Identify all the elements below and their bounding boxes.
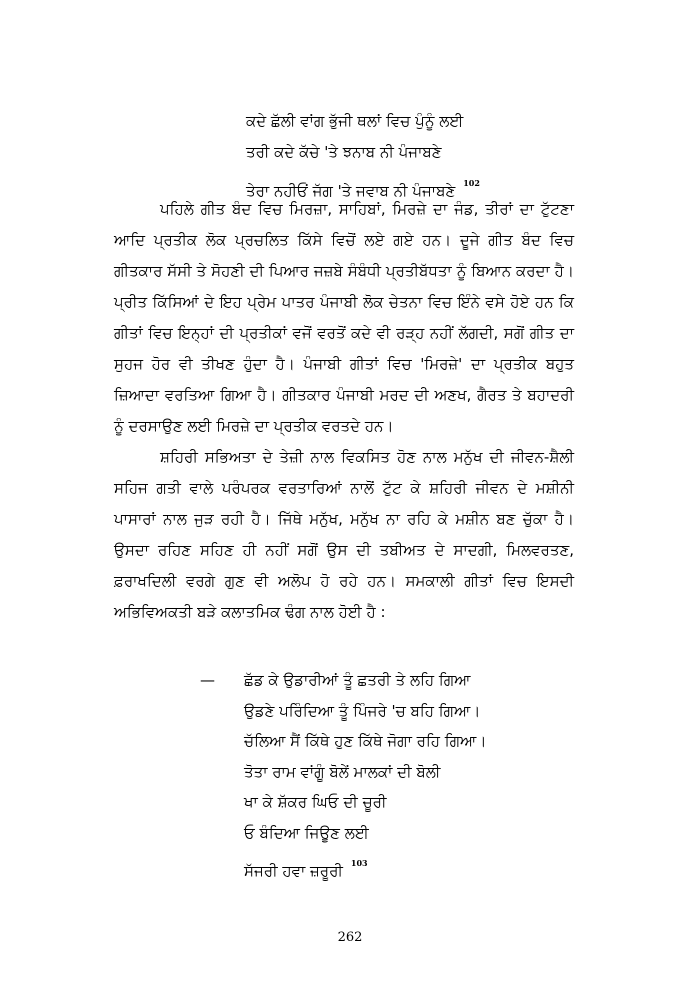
footnote-marker: 103 [350, 858, 368, 868]
footnote-marker: 102 [463, 178, 480, 188]
verse-line: ਤੋਤਾ ਰਾਮ ਵਾਂਗੂੰ ਬੋਲੇਂ ਮਾਲਕਾਂ ਦੀ ਬੋਲੀ [244, 762, 441, 781]
verse-line-text: ਤੇਰਾ ਨਹੀਓਂ ਜੱਗ 'ਤੇ ਜਵਾਬ ਨੀ ਪੰਜਾਬਣੇ [246, 182, 456, 200]
verse-line: ਚੱਲਿਆ ਸੈਂ ਕਿੱਥੇ ਹੁਣ ਕਿੱਥੇ ਜੋਗਾ ਰਹਿ ਗਿਆ। [244, 732, 487, 750]
verse-line-text: ਛੱਡ ਕੇ ਉਡਾਰੀਆਂ ਤੂੰ ਛਤਰੀ ਤੇ ਲਹਿ ਗਿਆ [244, 671, 471, 689]
verse-line [200, 665, 486, 696]
verse-dash: — [200, 671, 215, 689]
paragraph: ਸ਼ਹਿਰੀ ਸਭਿਅਤਾ ਦੇ ਤੇਜ਼ੀ ਨਾਲ ਵਿਕਸਿਤ ਹੋਣ ਨਾਲ ਮਨੁੱਖ ਦੀ ਜੀਵਨ-ਸ਼ੈਲੀ ਸਹਿਜ ਗਤੀ ਵਾਲੇ ਪਰੰਪਰਕ ਵਰਤਾਰਿਆਂ ਨਾਲੋਂ ਟੁੱਟ ਕੇ ਸ਼ਹਿਰੀ ਜੀਵਨ ਦੇ ਮਸ਼ੀਨੀ ਪਾਸਾਰਾਂ ਨਾਲ ਜੁੜ ਰਹੀ ਹੈ। ਜਿੱਥੇ ਮਨੁੱਖ, ਮਨੁੱਖ ਨਾ ਰਹਿ ਕੇ ਮਸ਼ੀਨ ਬਣ ਚੁੱਕਾ ਹੈ। ਉਸਦਾ ਰਹਿਣ ਸਹਿਣ ਹੀ ਨਹੀਂ ਸਗੋਂ ਉਸ ਦੀ ਤਬੀਅਤ ਦੇ ਸਾਦਗੀ, ਮਿਲਵਰਤਣ, ਫ਼ਰਾਖਦਿਲੀ ਵਰਗੇ ਗੁਣ ਵੀ ਅਲੋਪ ਹੋ ਰਹੇ ਹਨ। ਸਮਕਾਲੀ ਗੀਤਾਂ ਵਿਚ ਇਸਦੀ ਅਭਿਵਿਅਕਤੀ ਬੜੇ ਕਲਾਤਮਿਕ ਢੰਗ ਨਾਲ ਹੋਈ ਹੈ : [114, 448, 574, 621]
verse-line: ਤਰੀ ਕਦੇ ਕੱਚੇ 'ਤੇ ਝਨਾਬ ਨੀ ਪੰਜਾਬਣੇ [246, 143, 442, 161]
verse-line: ਉਡਣੇ ਪਰਿੰਦਿਆ ਤੂੰ ਪਿੰਜਰੇ 'ਚ ਬਹਿ ਗਿਆ। [244, 701, 481, 720]
verse-line-text: ਸੱਜਰੀ ਹਵਾ ਜ਼ਰੂਰੀ [244, 862, 343, 880]
paragraph: ਪਹਿਲੇ ਗੀਤ ਬੰਦ ਵਿਚ ਮਿਰਜ਼ਾ, ਸਾਹਿਬਾਂ, ਮਿਰਜ਼ੇ ਦਾ ਜੰਡ, ਤੀਰਾਂ ਦਾ ਟੁੱਟਣਾ ਆਦਿ ਪ੍ਰਤੀਕ ਲੋਕ ਪ੍ਰਚਲਿਤ ਕਿੱਸੇ ਵਿਚੋਂ ਲਏ ਗਏ ਹਨ। ਦੂਜੇ ਗੀਤ ਬੰਦ ਵਿਚ ਗੀਤਕਾਰ ਸੱਸੀ ਤੇ ਸੋਹਣੀ ਦੀ ਪਿਆਰ ਜਜ਼ਬੇ ਸੰਬੰਧੀ ਪ੍ਰਤੀਬੱਧਤਾ ਨੂੰ ਬਿਆਨ ਕਰਦਾ ਹੈ। ਪ੍ਰੀਤ ਕਿੱਸਿਆਂ ਦੇ ਇਹ ਪ੍ਰੇਮ ਪਾਤਰ ਪੰਜਾਬੀ ਲੋਕ ਚੇਤਨਾ ਵਿਚ ਇੰਨੇ ਵਸੇ ਹੋਏ ਹਨ ਕਿ ਗੀਤਾਂ ਵਿਚ ਇਨ੍ਹਾਂ ਦੀ ਪ੍ਰਤੀਕਾਂ ਵਜੋਂ ਵਰਤੋਂ ਕਦੇ ਵੀ ਰੜ੍ਹ ਨਹੀਂ ਲੱਗਦੀ, ਸਗੋਂ ਗੀਤ ਦਾ ਸੁਹਜ ਹੋਰ ਵੀ ਤੀਖਣ ਹੁੰਦਾ ਹੈ। ਪੰਜਾਬੀ ਗੀਤਾਂ ਵਿਚ 'ਮਿਰਜ਼ੇ' ਦਾ ਪ੍ਰਤੀਕ ਬਹੁਤ ਜ਼ਿਆਦਾ ਵਰਤਿਆ ਗਿਆ ਹੈ। ਗੀਤਕਾਰ ਪੰਜਾਬੀ ਮਰਦ ਦੀ ਅਣਖ, ਗੈਰਤ ਤੇ ਬਹਾਦਰੀ ਨੂੰ ਦਰਸਾਉਣ ਲਈ ਮਿਰਜ਼ੇ ਦਾ ਪ੍ਰਤੀਕ ਵਰਤਦੇ ਹਨ। [114, 200, 574, 435]
quoted-song-verse [200, 665, 486, 887]
page-number: 262 [337, 930, 363, 945]
opening-verse [246, 106, 480, 207]
verse-line: ਓ ਬੰਦਿਆ ਜਿਊਣ ਲਈ [244, 823, 369, 842]
verse-line: ਖਾ ਕੇ ਸ਼ੱਕਰ ਘਿਓ ਦੀ ਚੂਰੀ [244, 793, 387, 811]
verse-line: ਕਦੇ ਛੱਲੀ ਵਾਂਗ ਭੁੱਜੀ ਥਲਾਂ ਵਿਚ ਪੁੰਨੂੰ ਲਈ [246, 112, 464, 130]
verse-line [200, 848, 486, 887]
body-text [114, 194, 574, 628]
